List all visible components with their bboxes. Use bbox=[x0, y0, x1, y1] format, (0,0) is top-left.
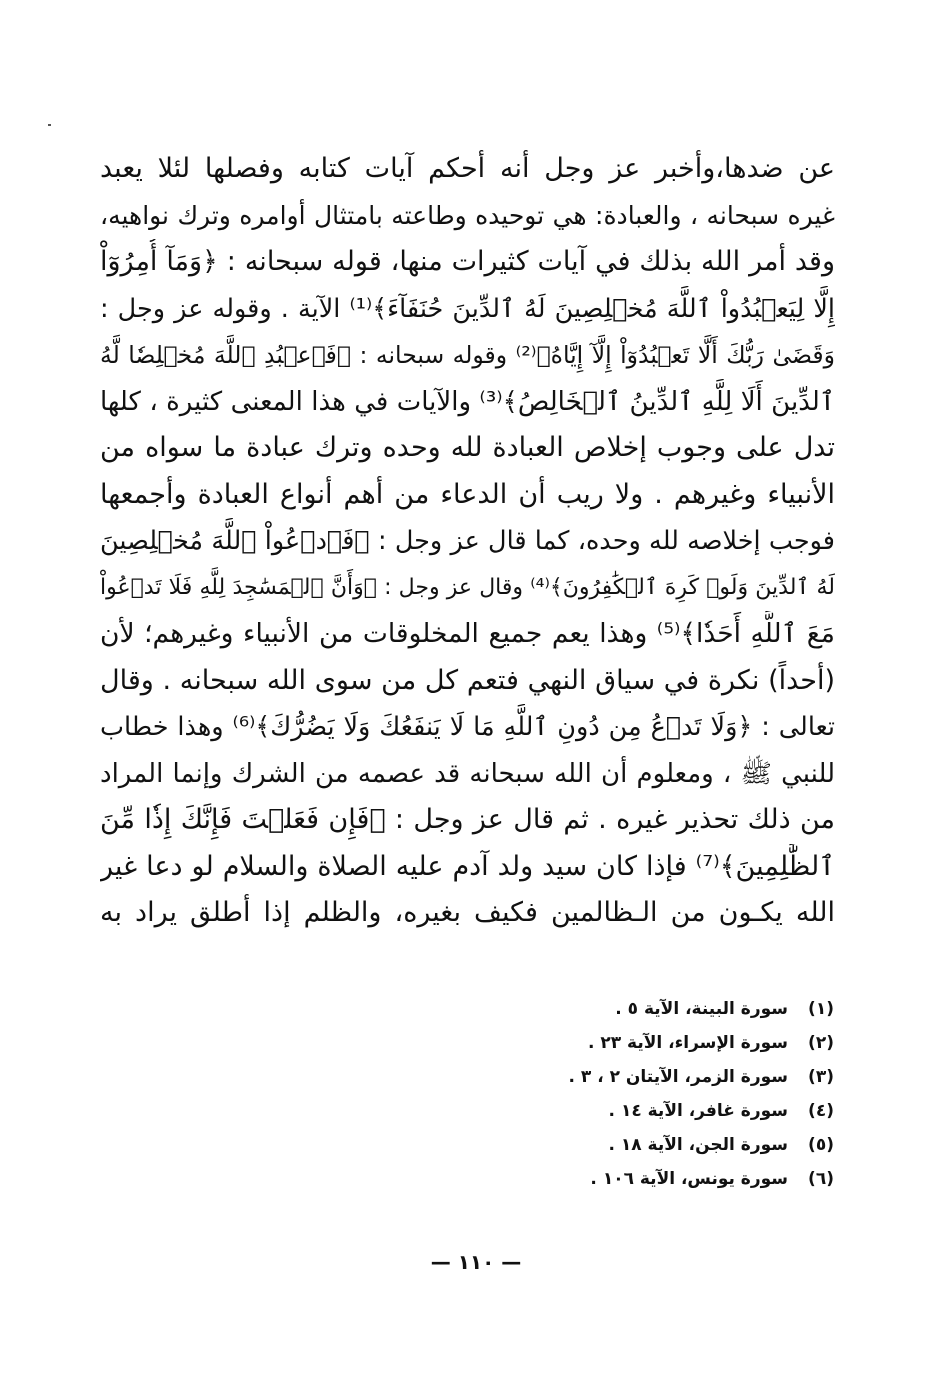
footnote-number: (٣) bbox=[808, 1067, 834, 1087]
text-line: إِلَّا لِيَعۡبُدُواْ ٱللَّهَ مُخۡلِصِينَ لَهُ ٱلدِّينَ حُنَفَآءَ﴾⁽¹⁾ الآية . وقوله عز وجل : bbox=[100, 293, 835, 324]
text-line: تدل على وجوب إخلاص العبادة لله وحده وترك عبادة ما سواه من bbox=[100, 432, 835, 463]
page-number: — ١١٠ — bbox=[430, 1250, 522, 1274]
footnotes-list bbox=[494, 992, 834, 1196]
text-line: ٱلدِّينَ أَلَا لِلَّهِ ٱلدِّينُ ٱلۡخَالِصُ﴾⁽³⁾ والآيات في هذا المعنى كثيرة ، كلها bbox=[100, 386, 835, 417]
footnote-text: سورة البينة، الآية ٥ . bbox=[615, 999, 788, 1019]
footnote-number: (٢) bbox=[808, 1033, 834, 1053]
footnote bbox=[494, 1162, 834, 1196]
text-line: لَهُ ٱلدِّينَ وَلَوۡ كَرِهَ ٱلۡكَٰفِرُونَ﴾⁽⁴⁾ وقال عز وجل : ﴿وَأَنَّ ٱلۡمَسَٰجِدَ لِلَّهِ فَلَا تَدۡعُواْ bbox=[100, 574, 835, 600]
text-line: وَقَضَىٰ رَبُّكَ أَلَّا تَعۡبُدُوٓاْ إِلَّآ إِيَّاهُ﴾⁽²⁾ وقوله سبحانه : ﴿فَٱعۡبُدِ ٱللَّهَ مُخۡلِصٗا لَّهُ bbox=[100, 341, 835, 369]
text-line: فوجب إخلاصه لله وحده، كما قال عز وجل : ﴿فَٱدۡعُواْ ٱللَّهَ مُخۡلِصِينَ bbox=[100, 526, 835, 556]
text-line: تعالى : ﴿وَلَا تَدۡعُ مِن دُونِ ٱللَّهِ مَا لَا يَنفَعُكَ وَلَا يَضُرُّكَ﴾⁽⁶⁾ وهذا خطاب bbox=[100, 712, 835, 742]
text-line: ٱلظَّٰلِمِينَ﴾⁽⁷⁾ فإذا كان سيد ولد آدم عليه الصلاة والسلام لو دعا غير bbox=[100, 850, 835, 882]
scan-speck bbox=[48, 124, 51, 126]
footnote-number: (١) bbox=[808, 999, 834, 1019]
footnote-number: (٥) bbox=[808, 1135, 834, 1155]
text-line: مَعَ ٱللَّهِ أَحَدٗا﴾⁽⁵⁾ وهذا يعم جميع المخلوقات من الأنبياء وغيرهم؛ لأن bbox=[100, 618, 835, 649]
footnote bbox=[494, 992, 834, 1026]
footnote bbox=[494, 1026, 834, 1060]
footnote bbox=[494, 1094, 834, 1128]
footnote-number: (٤) bbox=[808, 1101, 834, 1121]
footnote-text: سورة غافر، الآية ١٤ . bbox=[608, 1101, 788, 1121]
text-line: للنبي ﷺ ، ومعلوم أن الله سبحانه قد عصمه من الشرك وإنما المراد bbox=[100, 758, 835, 789]
footnote-text: سورة الزمر، الآيتان ٢ ، ٣ . bbox=[568, 1067, 788, 1087]
text-line: عن ضدها،وأخبر عز وجل أنه أحكم آيات كتابه وفصلها لئلا يعبد bbox=[100, 153, 835, 184]
footnote-separator bbox=[100, 985, 835, 986]
text-line: من ذلك تحذير غيره . ثم قال عز وجل : ﴿فَإِن فَعَلۡتَ فَإِنَّكَ إِذٗا مِّنَ bbox=[100, 804, 835, 835]
text-line: غيره سبحانه ، والعبادة: هي توحيده وطاعته بامتثال أوامره وترك نواهيه، bbox=[100, 200, 835, 230]
text-line: الأنبياء وغيرهم . ولا ريب أن الدعاء من أهم أنواع العبادة وأجمعها bbox=[100, 478, 835, 510]
text-line: وقد أمر الله بذلك في آيات كثيرات منها، قوله سبحانه : ﴿وَمَآ أُمِرُوٓاْ bbox=[100, 246, 835, 277]
main-text-block bbox=[100, 146, 835, 937]
text-line: الله يكـون من الـظالمين فكيف بغيره، والظلم إذا أطلق يراد به bbox=[100, 897, 835, 928]
footnote bbox=[494, 1128, 834, 1162]
footnote bbox=[494, 1060, 834, 1094]
footnote-number: (٦) bbox=[808, 1169, 834, 1189]
footnote-text: سورة الجن، الآية ١٨ . bbox=[608, 1135, 788, 1155]
footnote-text: سورة يونس، الآية ١٠٦ . bbox=[590, 1169, 788, 1189]
text-line: (أحداً) نكرة في سياق النهي فتعم كل من سوى الله سبحانه . وقال bbox=[100, 664, 835, 696]
footnote-text: سورة الإسراء، الآية ٢٣ . bbox=[587, 1033, 788, 1053]
